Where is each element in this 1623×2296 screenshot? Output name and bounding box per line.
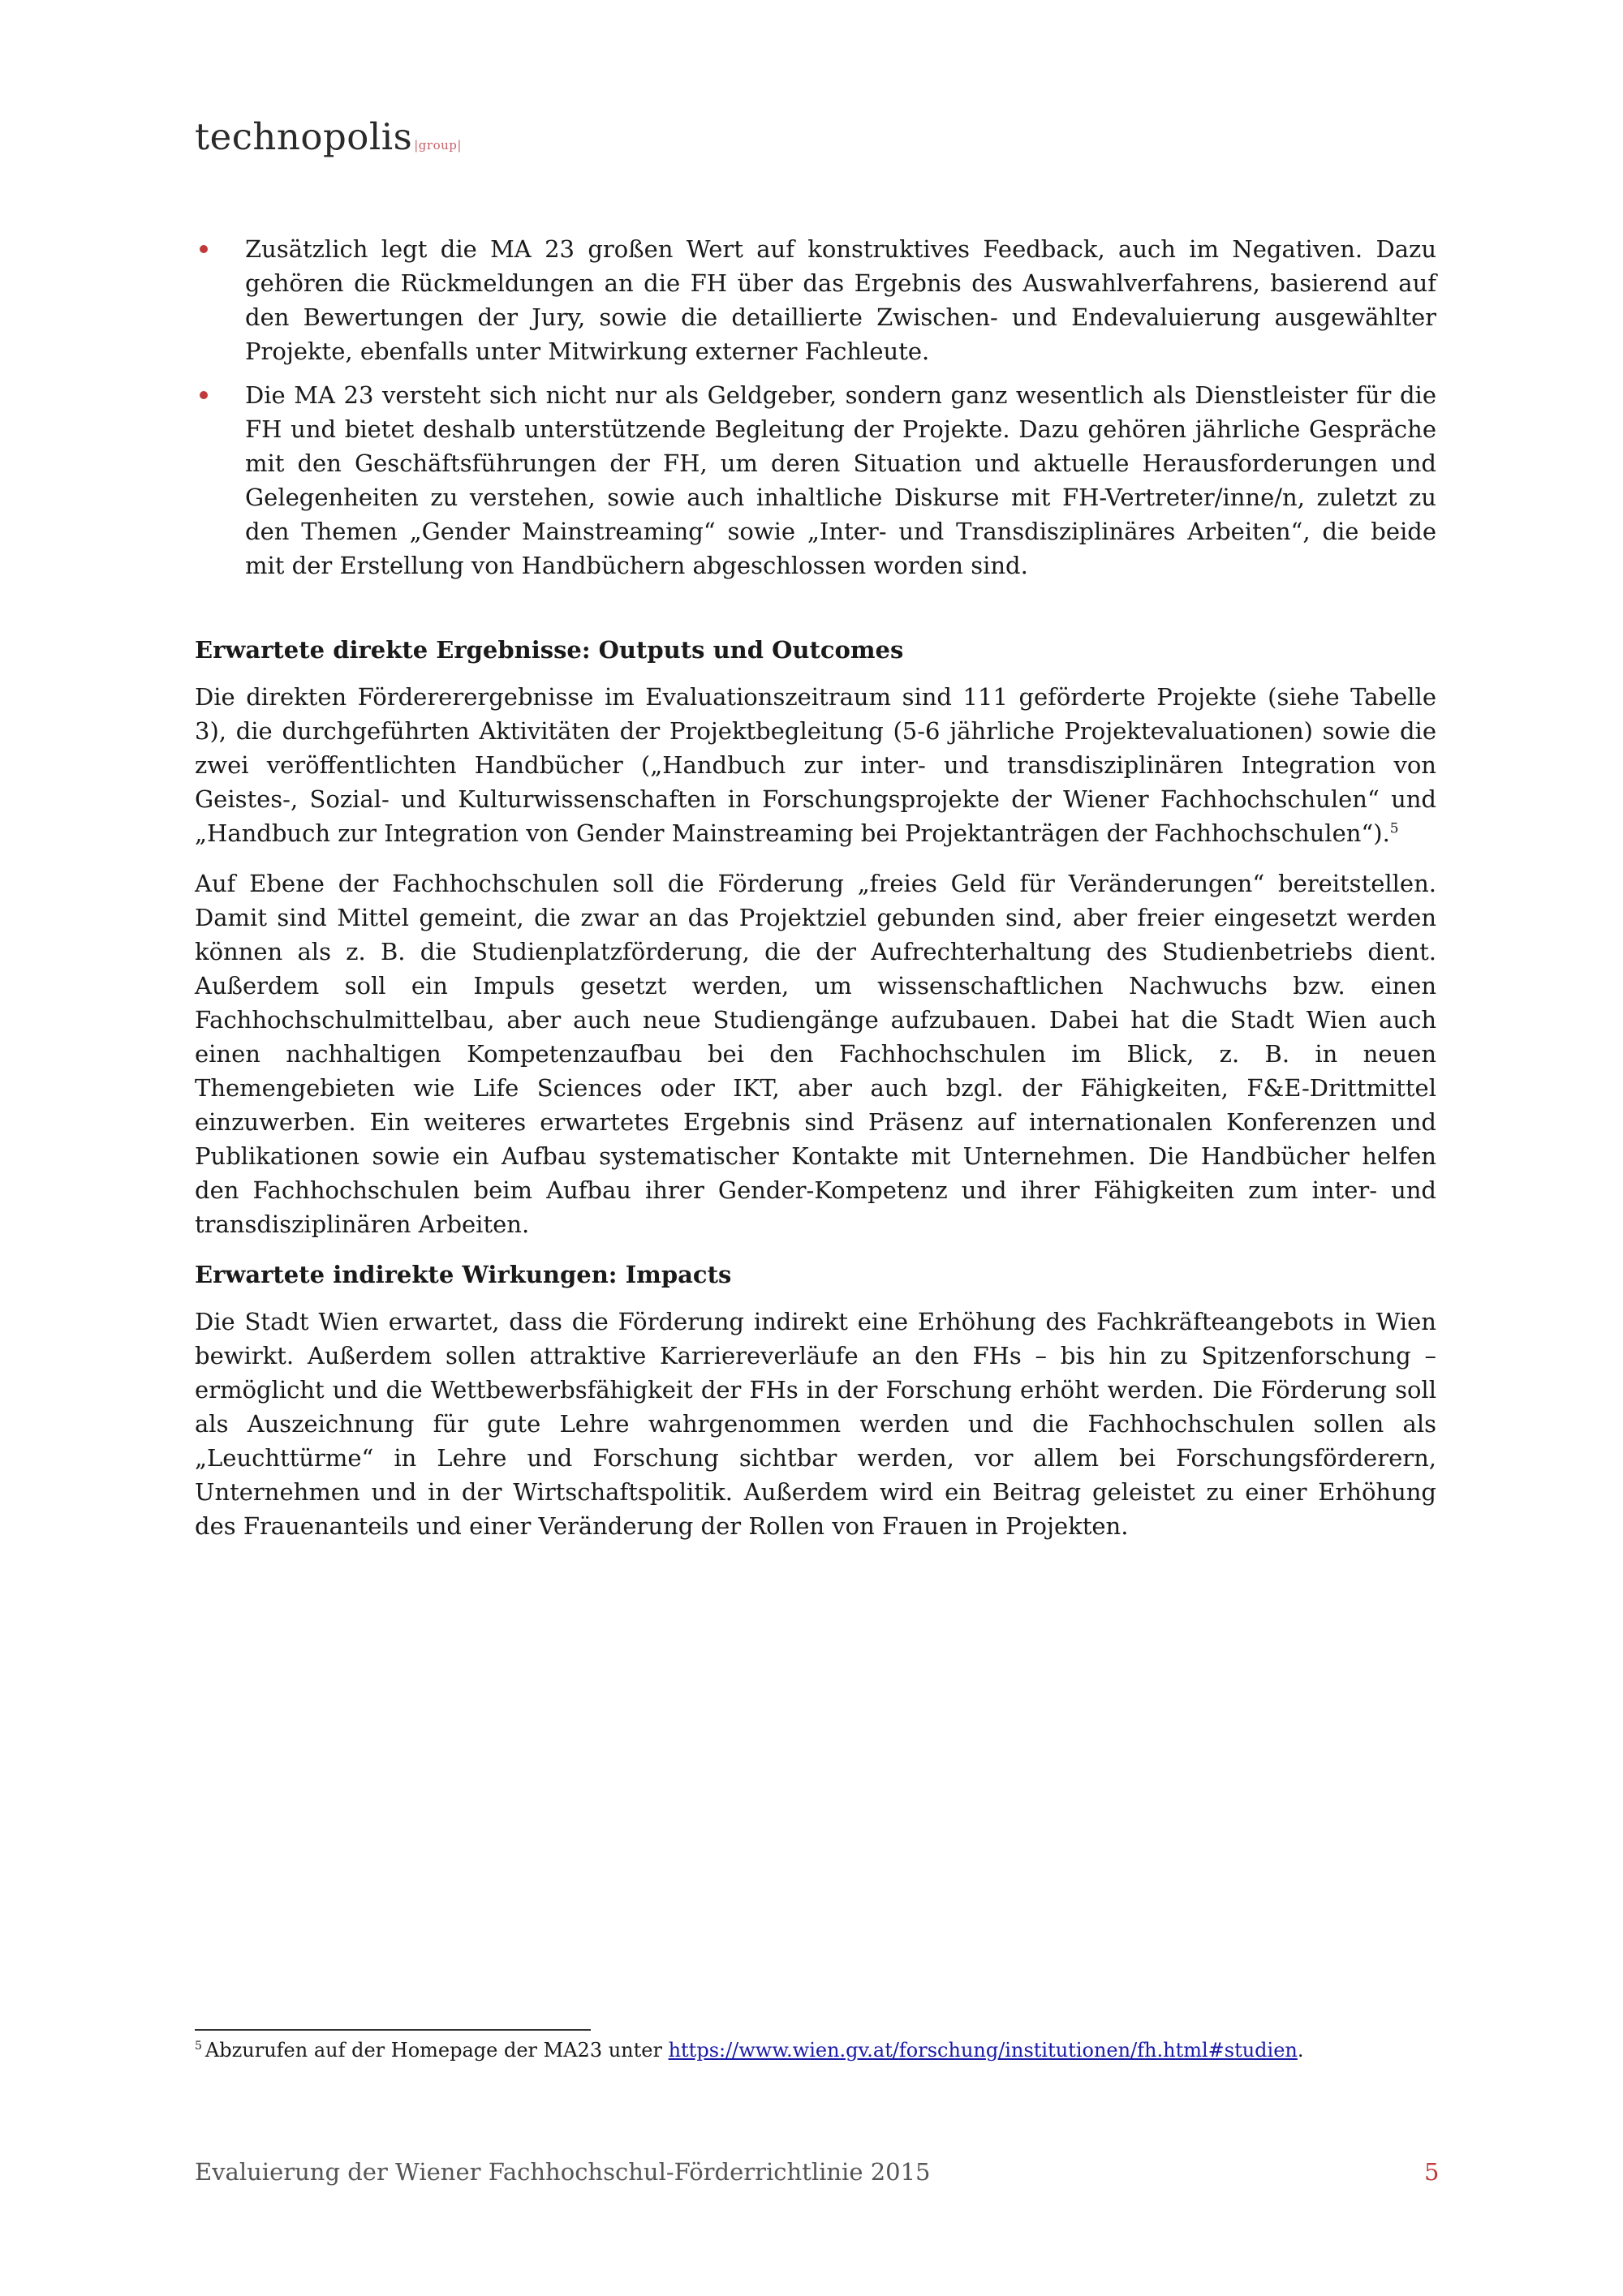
footnote-number: 5 xyxy=(195,2040,202,2053)
logo-group-text: |group| xyxy=(414,138,462,153)
main-content xyxy=(195,232,1436,1559)
technopolis-logo xyxy=(195,115,462,158)
footnote-text: Abzurufen auf der Homepage der MA23 unter xyxy=(204,2039,669,2062)
bullet-item xyxy=(195,232,1436,368)
paragraph-outputs-2: Auf Ebene der Fachhochschulen soll die Förderung „freies Geld für Veränderungen“ bereitstellen. Damit sind Mittel gemeint, die zwar an das Projektziel gebunden sind, aber freier eingesetzt werden können als z. B. die Studienplatzförderung, die der Aufrechterhaltung des Studienbetriebs dient. Außerdem soll ein Impuls gesetzt werden, um wissenschaftlichen Nachwuchs bzw. einen Fachhochschulmittelbau, aber auch neue Studiengänge aufzubauen. Dabei hat die Stadt Wien auch einen nachhaltigen Kompetenzaufbau bei den Fachhochschulen im Blick, z. B. in neuen Themengebieten wie Life Sciences oder IKT, aber auch bzgl. der Fähigkeiten, F&E-Drittmittel einzuwerben. Ein weiteres erwartetes Ergebnis sind Präsenz auf internationalen Konferenzen und Publikationen sowie ein Aufbau systematischer Kontakte mit Unternehmen. Die Handbücher helfen den Fachhochschulen beim Aufbau ihrer Gender-Kompetenz und ihrer Fähigkeiten zum inter- und transdisziplinären Arbeiten. xyxy=(195,870,1436,1238)
bullet-list xyxy=(195,232,1436,583)
footnote xyxy=(195,2036,1304,2064)
bullet-text: Zusätzlich legt die MA 23 großen Wert auf konstruktives Feedback, auch im Negativen. Dazu gehören die Rückmeldungen an die FH über das Ergebnis des Auswahlverfahrens, basierend auf den Bewertungen der Jury, sowie die detaillierte Zwischen- und Endevaluierung ausgewählter Projekte, ebenfalls unter Mitwirkung externer Fachleute. xyxy=(245,235,1436,365)
paragraph-text: Die direkten Fördererergebnisse im Evaluationszeitraum sind 111 geförderte Projekte (siehe Tabelle 3), die durchgeführten Aktivitäten der Projektbegleitung (5-6 jährliche Projektevaluationen) sowie die zwei veröffentlichten Handbücher („Handbuch zur inter- und transdisziplinären Integration von Geistes-, Sozial- und Kulturwissenschaften in Forschungsprojekte der Wiener Fachhochschulen“ und „Handbuch zur Integration von Gender Mainstreaming bei Projektanträgen der Fachhochschulen“). xyxy=(195,683,1436,847)
footnote-divider xyxy=(195,2029,591,2031)
section-heading-outputs: Erwartete direkte Ergebnisse: Outputs und Outcomes xyxy=(195,636,904,664)
logo-main-text: technopolis xyxy=(195,115,413,158)
page-number: 5 xyxy=(1424,2158,1440,2186)
bullet-text: Die MA 23 versteht sich nicht nur als Geldgeber, sondern ganz wesentlich als Dienstleister für die FH und bietet deshalb unterstützende Begleitung der Projekte. Dazu gehören jährliche Gespräche mit den Geschäftsführungen der FH, um deren Situation und aktuelle Herausforderungen und Gelegenheiten zu verstehen, sowie auch inhaltliche Diskurse mit FH-Vertreter/inne/n, zuletzt zu den Themen „Gender Mainstreaming“ sowie „Inter- und Transdisziplinäres Arbeiten“, die beide mit der Erstellung von Handbüchern abgeschlossen worden sind. xyxy=(245,381,1436,579)
footnote-link[interactable]: https://www.wien.gv.at/forschung/institutionen/fh.html#studien xyxy=(668,2039,1298,2062)
bullet-item xyxy=(195,378,1436,583)
footnote-end: . xyxy=(1297,2039,1304,2062)
section-heading-impacts: Erwartete indirekte Wirkungen: Impacts xyxy=(195,1261,732,1288)
footnote-reference[interactable]: 5 xyxy=(1389,820,1399,837)
bullet-icon xyxy=(200,245,208,253)
paragraph-impacts-1: Die Stadt Wien erwartet, dass die Förderung indirekt eine Erhöhung des Fachkräfteangebots in Wien bewirkt. Außerdem sollen attraktive Karriereverläufe an den FHs – bis hin zu Spitzenforschung – ermöglicht und die Wettbewerbsfähigkeit der FHs in der Forschung erhöht werden. Die Förderung soll als Auszeichnung für gute Lehre wahrgenommen werden und die Fachhochschulen sollen als „Leuchttürme“ in Lehre und Forschung sichtbar werden, vor allem bei Forschungsförderern, Unternehmen und in der Wirtschaftspolitik. Außerdem wird ein Beitrag geleistet zu einer Erhöhung des Frauenanteils und einer Veränderung der Rollen von Frauen in Projekten. xyxy=(195,1308,1436,1540)
footer-title: Evaluierung der Wiener Fachhochschul-Förderrichtlinie 2015 xyxy=(195,2158,931,2186)
bullet-icon xyxy=(200,391,208,399)
paragraph-outputs-1 xyxy=(195,680,1436,850)
